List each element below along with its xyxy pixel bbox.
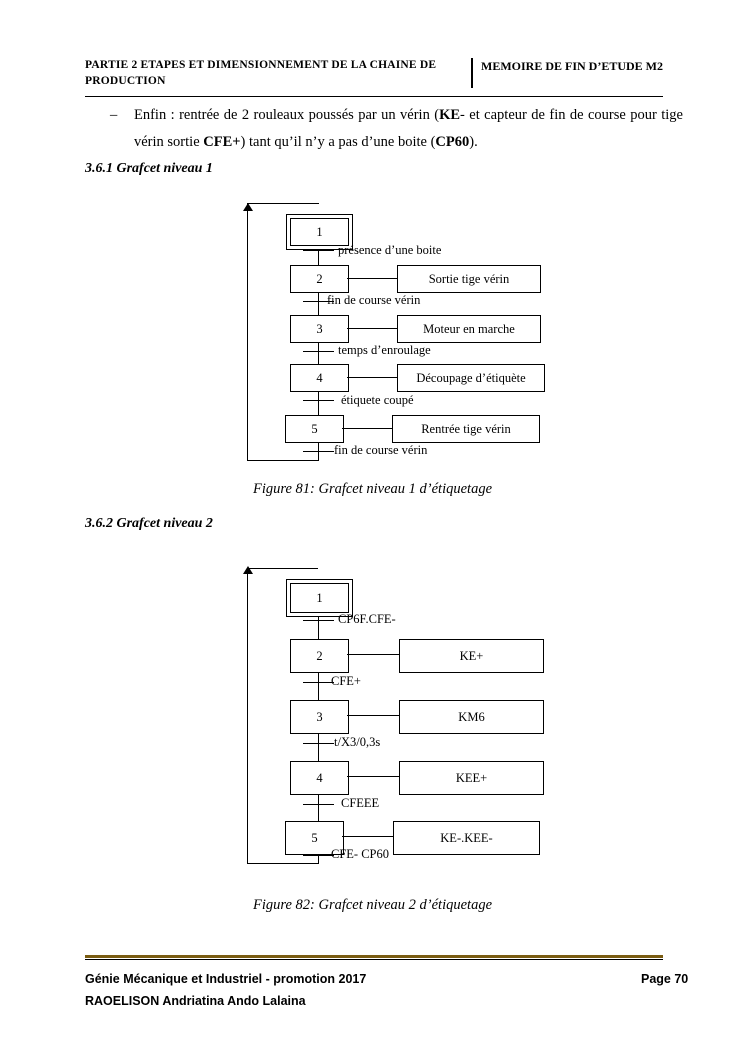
return-bus-vertical-2 (247, 568, 248, 863)
footer-left-text: Génie Mécanique et Industriel - promotion 2017 (85, 972, 367, 986)
bullet-paragraph (110, 102, 683, 156)
transition-label-1: présence d’une boite (338, 243, 442, 257)
step-2-label: 2 (316, 271, 323, 286)
transition2-bar-4 (303, 804, 334, 805)
action-link-4 (342, 428, 392, 429)
action2-box-3 (399, 761, 544, 795)
action2-link-1 (347, 654, 399, 655)
header-left-title: PARTIE 2 ETAPES ET DIMENSIONNEMENT DE LA CHAINE DE PRODUCTION (85, 59, 437, 87)
transition2-bar-2 (303, 682, 334, 683)
transition2-label-4: CFEEE (341, 796, 380, 810)
step2-2 (290, 639, 349, 673)
transition2-label-3: t/X3/0,3s (334, 735, 381, 749)
step-4 (290, 364, 349, 392)
action2-link-3 (347, 776, 399, 777)
figure-caption-81: Figure 81: Grafcet niveau 1 d’étiquetage (252, 481, 493, 497)
return-bus-top (247, 203, 319, 204)
step-2 (290, 265, 349, 293)
action-link-1 (347, 278, 397, 279)
header-right-title: MEMOIRE DE FIN D’ETUDE M2 (481, 59, 663, 73)
grafcet-niveau-2-diagram (0, 558, 745, 878)
action-label-2: Moteur en marche (423, 321, 515, 336)
action-label-4: Rentrée tige vérin (421, 421, 511, 436)
transition-bar-3 (303, 351, 334, 352)
grafcet-niveau-1-diagram (0, 196, 745, 471)
step-3-label: 3 (316, 321, 323, 336)
header-divider (471, 58, 473, 88)
return-bus-bottom (247, 460, 319, 461)
action-box-4 (392, 415, 540, 443)
action-box-3 (397, 364, 545, 392)
action-box-1 (397, 265, 541, 293)
bullet-text: Enfin : rentrée de 2 rouleaux poussés par un vérin (KE- et capteur de fin de course pour tige vérin sortie CFE+) tant qu’il n’y a pas d’une boite (CP60). (134, 107, 683, 150)
transition2-bar-3 (303, 743, 334, 744)
step2-3 (290, 700, 349, 734)
transition2-label-5: CFE- CP60 (331, 847, 390, 861)
step-5 (285, 415, 344, 443)
action2-label-4: KE-.KEE- (440, 830, 493, 845)
footer-rule-black (85, 959, 663, 960)
return-bus-bottom-2 (247, 863, 318, 864)
action2-label-1: KE+ (459, 648, 484, 663)
action2-box-4 (393, 821, 540, 855)
transition-label-2: fin de course vérin (327, 293, 421, 307)
step-3 (290, 315, 349, 343)
figure-caption-82: Figure 82: Grafcet niveau 2 d’étiquetage (252, 897, 493, 913)
action-link-3 (347, 377, 397, 378)
action-link-2 (347, 328, 397, 329)
return-bus-top-2 (247, 568, 318, 569)
step2-3-label: 3 (316, 709, 323, 724)
step-4-label: 4 (316, 370, 323, 385)
transition-label-4: étiquete coupé (341, 393, 414, 407)
footer-page-number: Page 70 (641, 972, 689, 986)
step2-4 (290, 761, 349, 795)
action2-box-2 (399, 700, 544, 734)
action-label-1: Sortie tige vérin (428, 271, 510, 286)
step2-1 (290, 583, 349, 613)
return-arrow-icon-2 (243, 566, 253, 574)
step2-5-label: 5 (311, 830, 318, 845)
action2-link-4 (342, 836, 393, 837)
action-box-2 (397, 315, 541, 343)
action2-label-3: KEE+ (455, 770, 488, 785)
page-header (85, 58, 663, 89)
transition-label-5: fin de course vérin (334, 443, 428, 457)
transition-bar-4 (303, 400, 334, 401)
action-label-3: Découpage d’étiquète (416, 370, 526, 385)
action2-link-2 (347, 715, 399, 716)
step2-2-label: 2 (316, 648, 323, 663)
action2-label-2: KM6 (458, 709, 485, 724)
step-1 (290, 218, 349, 246)
step2-4-label: 4 (316, 770, 323, 785)
transition2-bar-1 (303, 620, 334, 621)
step-1-label: 1 (316, 224, 323, 239)
return-arrow-icon (243, 203, 253, 211)
action2-box-1 (399, 639, 544, 673)
transition2-bar-5 (303, 855, 334, 856)
transition-bar-5 (303, 451, 334, 452)
section-title-362: 3.6.2 Grafcet niveau 2 (85, 516, 213, 531)
transition-bar-1 (303, 250, 334, 251)
step-5-label: 5 (311, 421, 318, 436)
step2-1-label: 1 (316, 590, 323, 605)
footer-rule-gold (85, 955, 663, 958)
section-title-361: 3.6.1 Grafcet niveau 1 (85, 161, 213, 176)
return-bus-vertical (247, 203, 248, 460)
transition2-label-2: CFE+ (331, 674, 361, 688)
transition-label-3: temps d’enroulage (338, 343, 431, 357)
footer-author: RAOELISON Andriatina Ando Lalaina (85, 994, 306, 1008)
transition2-label-1: CP6F.CFE- (338, 612, 396, 626)
bullet-dash: – (110, 107, 118, 123)
header-rule (85, 96, 663, 97)
